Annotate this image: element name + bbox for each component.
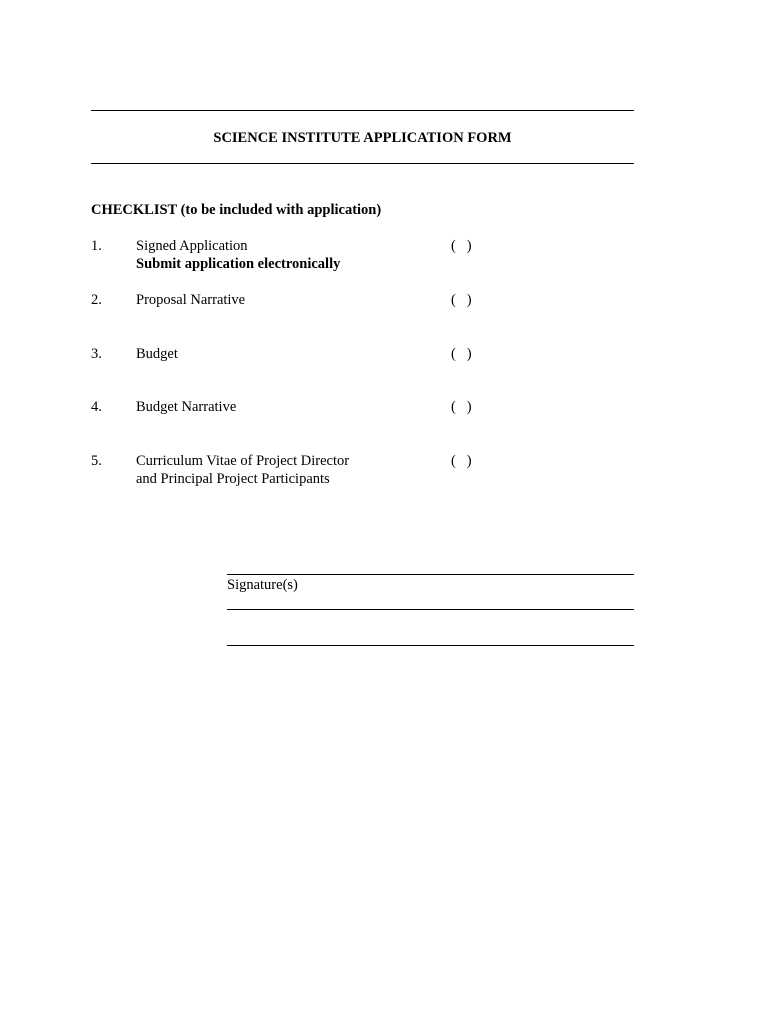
signature-label: Signature(s): [227, 577, 298, 593]
signature-line-1[interactable]: [227, 574, 634, 575]
item-label-continued: and Principal Project Participants: [136, 471, 330, 487]
item-number: 3.: [91, 346, 102, 362]
checkbox-parens[interactable]: ( ): [451, 238, 472, 254]
item-text: [136, 398, 456, 416]
item-label: Proposal Narrative: [136, 292, 246, 308]
checklist-heading: CHECKLIST (to be included with application): [91, 202, 382, 218]
checkbox-parens[interactable]: ( ): [451, 346, 472, 362]
checkbox-parens[interactable]: ( ): [451, 453, 472, 469]
title-underline: [91, 163, 634, 164]
checkbox-parens[interactable]: ( ): [451, 399, 472, 415]
item-number: 1.: [91, 238, 102, 254]
signature-line-2[interactable]: [227, 609, 634, 610]
item-label: Budget Narrative: [136, 399, 237, 415]
item-label: Budget: [136, 346, 178, 362]
item-note: Submit application electronically: [136, 256, 341, 272]
top-rule: [91, 110, 634, 111]
checkbox-parens[interactable]: ( ): [451, 292, 472, 308]
item-text: [136, 237, 456, 273]
item-number: 4.: [91, 399, 102, 415]
item-text: [136, 452, 456, 488]
item-number: 5.: [91, 453, 102, 469]
form-title: SCIENCE INSTITUTE APPLICATION FORM: [213, 130, 512, 146]
item-label: Signed Application: [136, 238, 248, 254]
signature-line-3[interactable]: [227, 645, 634, 646]
item-label: Curriculum Vitae of Project Director: [136, 453, 350, 469]
item-number: 2.: [91, 292, 102, 308]
item-text: [136, 291, 456, 309]
item-text: [136, 345, 456, 363]
